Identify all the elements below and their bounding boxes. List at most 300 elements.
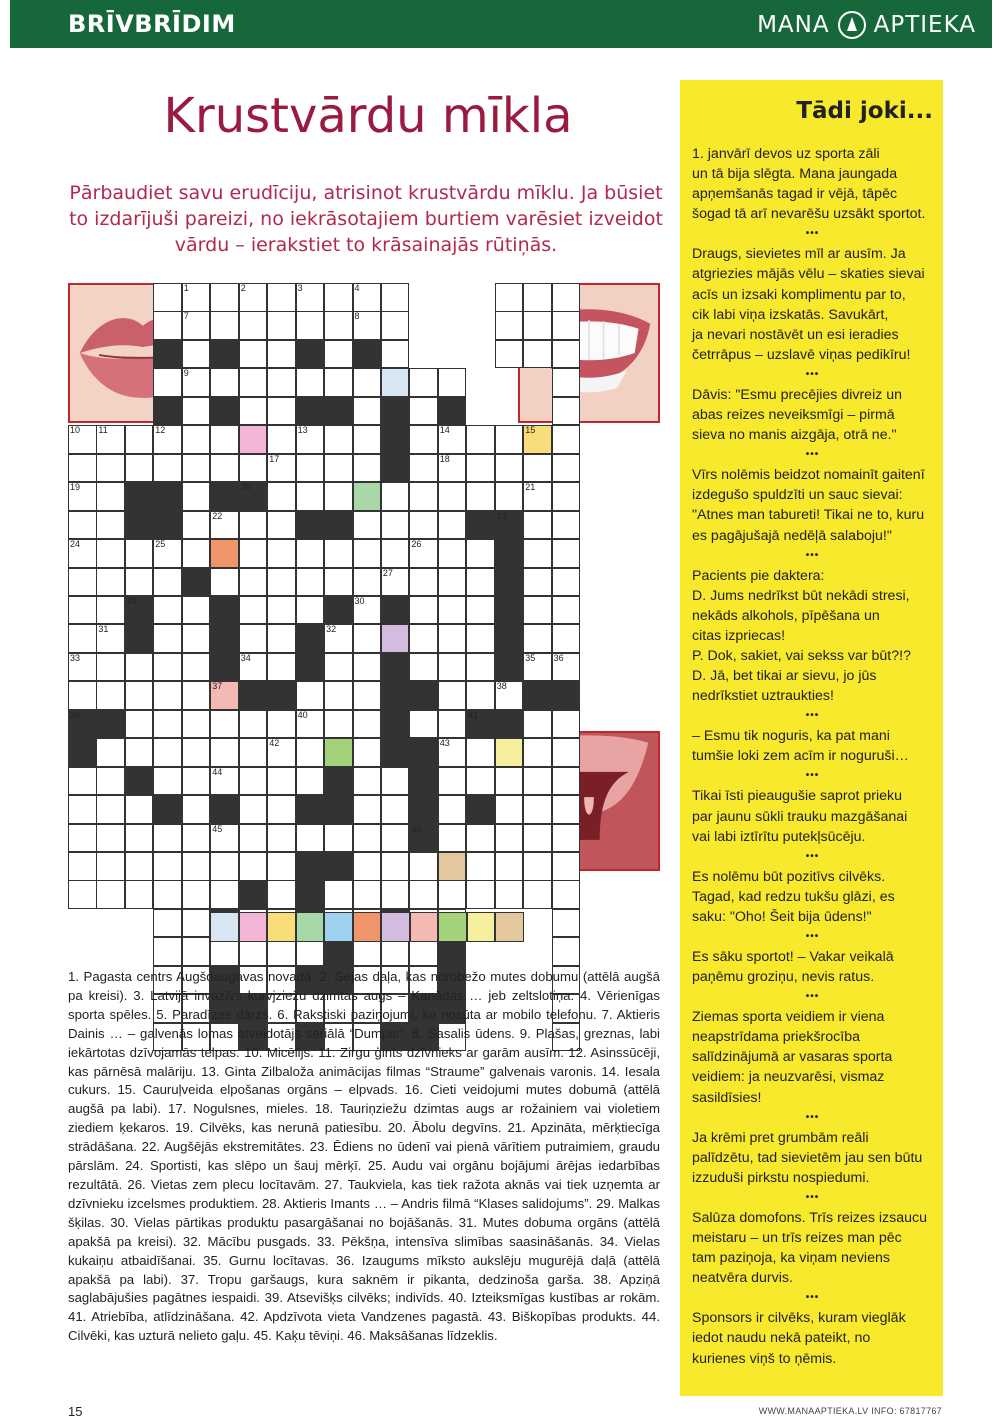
grid-cell[interactable] xyxy=(239,710,268,739)
grid-cell[interactable] xyxy=(438,454,467,483)
grid-cell[interactable] xyxy=(523,710,552,739)
grid-cell[interactable] xyxy=(153,880,182,909)
grid-cell[interactable] xyxy=(239,311,268,340)
grid-cell[interactable] xyxy=(153,681,182,710)
grid-cell[interactable] xyxy=(68,767,97,796)
grid-cell[interactable] xyxy=(267,824,296,853)
grid-cell[interactable] xyxy=(267,454,296,483)
grid-cell[interactable] xyxy=(296,738,325,767)
grid-cell[interactable] xyxy=(296,283,325,312)
grid-cell[interactable] xyxy=(267,653,296,682)
grid-cell[interactable] xyxy=(68,795,97,824)
grid-cell[interactable] xyxy=(182,880,211,909)
grid-cell[interactable] xyxy=(523,824,552,853)
grid-cell[interactable] xyxy=(182,624,211,653)
grid-cell[interactable] xyxy=(210,425,239,454)
grid-cell[interactable] xyxy=(267,624,296,653)
grid-cell[interactable] xyxy=(552,311,581,340)
grid-cell[interactable] xyxy=(466,596,495,625)
grid-cell[interactable] xyxy=(523,624,552,653)
answer-letter-box[interactable] xyxy=(467,912,496,942)
grid-cell[interactable] xyxy=(495,767,524,796)
grid-cell[interactable] xyxy=(552,852,581,881)
grid-cell[interactable] xyxy=(153,454,182,483)
grid-cell[interactable] xyxy=(438,681,467,710)
grid-cell[interactable] xyxy=(68,454,97,483)
grid-cell[interactable] xyxy=(438,482,467,511)
grid-cell[interactable] xyxy=(552,368,581,397)
grid-cell[interactable] xyxy=(353,368,382,397)
grid-cell[interactable] xyxy=(267,311,296,340)
grid-cell[interactable] xyxy=(68,482,97,511)
grid-cell[interactable] xyxy=(324,653,353,682)
grid-cell[interactable] xyxy=(96,425,125,454)
grid-cell[interactable] xyxy=(552,795,581,824)
grid-cell[interactable] xyxy=(324,283,353,312)
grid-cell[interactable] xyxy=(466,738,495,767)
grid-cell[interactable] xyxy=(96,539,125,568)
grid-cell[interactable] xyxy=(125,425,154,454)
grid-cell[interactable] xyxy=(409,482,438,511)
grid-cell[interactable] xyxy=(153,539,182,568)
grid-cell[interactable] xyxy=(68,539,97,568)
grid-cell[interactable] xyxy=(239,795,268,824)
grid-cell[interactable] xyxy=(267,710,296,739)
grid-cell[interactable] xyxy=(324,681,353,710)
answer-letter-box[interactable] xyxy=(353,912,382,942)
grid-cell[interactable] xyxy=(438,511,467,540)
grid-cell[interactable] xyxy=(182,454,211,483)
grid-cell[interactable] xyxy=(267,596,296,625)
grid-cell[interactable] xyxy=(239,511,268,540)
grid-cell[interactable] xyxy=(267,368,296,397)
grid-cell[interactable] xyxy=(353,852,382,881)
grid-cell[interactable] xyxy=(324,340,353,369)
grid-cell[interactable] xyxy=(466,425,495,454)
grid-cell[interactable] xyxy=(267,397,296,426)
grid-cell[interactable] xyxy=(125,710,154,739)
brand-logo[interactable] xyxy=(757,11,976,39)
grid-cell[interactable] xyxy=(182,795,211,824)
grid-cell[interactable] xyxy=(182,710,211,739)
grid-cell[interactable] xyxy=(552,937,581,966)
grid-cell[interactable] xyxy=(466,681,495,710)
grid-cell[interactable] xyxy=(96,624,125,653)
grid-cell[interactable] xyxy=(353,454,382,483)
grid-cell[interactable] xyxy=(296,368,325,397)
grid-cell[interactable] xyxy=(552,511,581,540)
grid-cell[interactable] xyxy=(381,340,410,369)
grid-cell[interactable] xyxy=(552,568,581,597)
grid-cell[interactable] xyxy=(267,852,296,881)
grid-cell[interactable] xyxy=(495,824,524,853)
grid-cell[interactable] xyxy=(296,425,325,454)
grid-cell[interactable] xyxy=(182,767,211,796)
grid-cell[interactable] xyxy=(296,824,325,853)
grid-cell[interactable] xyxy=(466,568,495,597)
grid-cell[interactable] xyxy=(353,397,382,426)
grid-cell[interactable] xyxy=(210,880,239,909)
answer-word-boxes[interactable] xyxy=(210,912,524,942)
grid-cell[interactable] xyxy=(353,596,382,625)
grid-cell[interactable] xyxy=(552,397,581,426)
grid-cell[interactable] xyxy=(495,880,524,909)
grid-cell[interactable] xyxy=(353,568,382,597)
grid-cell[interactable] xyxy=(381,511,410,540)
grid-cell[interactable] xyxy=(552,596,581,625)
grid-cell[interactable] xyxy=(466,767,495,796)
grid-cell[interactable] xyxy=(552,425,581,454)
grid-cell[interactable] xyxy=(239,824,268,853)
grid-cell[interactable] xyxy=(182,340,211,369)
grid-cell[interactable] xyxy=(296,596,325,625)
answer-letter-box[interactable] xyxy=(239,912,268,942)
grid-cell[interactable] xyxy=(353,824,382,853)
grid-cell[interactable] xyxy=(381,311,410,340)
grid-cell[interactable] xyxy=(409,596,438,625)
grid-cell[interactable] xyxy=(523,283,552,312)
grid-cell[interactable] xyxy=(210,368,239,397)
grid-cell[interactable] xyxy=(239,624,268,653)
grid-cell[interactable] xyxy=(153,596,182,625)
grid-cell[interactable] xyxy=(466,852,495,881)
grid-cell[interactable] xyxy=(210,824,239,853)
grid-cell[interactable] xyxy=(324,454,353,483)
grid-cell-highlighted[interactable] xyxy=(438,852,467,881)
answer-letter-box[interactable] xyxy=(495,912,524,942)
grid-cell[interactable] xyxy=(552,283,581,312)
grid-cell[interactable] xyxy=(267,539,296,568)
grid-cell[interactable] xyxy=(153,710,182,739)
grid-cell[interactable] xyxy=(210,511,239,540)
grid-cell[interactable] xyxy=(495,283,524,312)
grid-cell[interactable] xyxy=(353,767,382,796)
grid-cell[interactable] xyxy=(324,539,353,568)
grid-cell[interactable] xyxy=(210,568,239,597)
grid-cell[interactable] xyxy=(523,880,552,909)
grid-cell[interactable] xyxy=(353,539,382,568)
grid-cell[interactable] xyxy=(552,824,581,853)
grid-cell[interactable] xyxy=(438,568,467,597)
grid-cell[interactable] xyxy=(153,425,182,454)
grid-cell[interactable] xyxy=(353,710,382,739)
grid-cell[interactable] xyxy=(68,511,97,540)
grid-cell[interactable] xyxy=(466,624,495,653)
grid-cell[interactable] xyxy=(353,880,382,909)
grid-cell[interactable] xyxy=(409,397,438,426)
grid-cell[interactable] xyxy=(153,824,182,853)
grid-cell[interactable] xyxy=(182,681,211,710)
grid-cell[interactable] xyxy=(495,454,524,483)
grid-cell[interactable] xyxy=(68,824,97,853)
grid-cell[interactable] xyxy=(409,880,438,909)
grid-cell[interactable] xyxy=(210,738,239,767)
grid-cell[interactable] xyxy=(353,311,382,340)
grid-cell[interactable] xyxy=(182,425,211,454)
grid-cell[interactable] xyxy=(523,340,552,369)
grid-cell[interactable] xyxy=(466,880,495,909)
grid-cell[interactable] xyxy=(182,596,211,625)
grid-cell[interactable] xyxy=(381,283,410,312)
grid-cell[interactable] xyxy=(523,454,552,483)
grid-cell[interactable] xyxy=(353,653,382,682)
grid-cell[interactable] xyxy=(324,311,353,340)
grid-cell[interactable] xyxy=(182,909,211,938)
grid-cell[interactable] xyxy=(296,767,325,796)
grid-cell[interactable] xyxy=(153,568,182,597)
grid-cell[interactable] xyxy=(153,852,182,881)
grid-cell[interactable] xyxy=(96,795,125,824)
grid-cell[interactable] xyxy=(495,311,524,340)
grid-cell[interactable] xyxy=(409,454,438,483)
grid-cell[interactable] xyxy=(153,767,182,796)
grid-cell[interactable] xyxy=(125,795,154,824)
grid-cell[interactable] xyxy=(125,568,154,597)
grid-cell[interactable] xyxy=(523,539,552,568)
grid-cell[interactable] xyxy=(324,880,353,909)
grid-cell[interactable] xyxy=(68,568,97,597)
grid-cell[interactable] xyxy=(552,710,581,739)
grid-cell[interactable] xyxy=(438,767,467,796)
grid-cell[interactable] xyxy=(296,454,325,483)
grid-cell[interactable] xyxy=(182,937,211,966)
grid-cell[interactable] xyxy=(296,568,325,597)
grid-cell[interactable] xyxy=(552,539,581,568)
grid-cell[interactable] xyxy=(552,653,581,682)
grid-cell[interactable] xyxy=(466,824,495,853)
answer-letter-box[interactable] xyxy=(210,912,239,942)
grid-cell[interactable] xyxy=(438,710,467,739)
grid-cell[interactable] xyxy=(182,311,211,340)
grid-cell[interactable] xyxy=(153,653,182,682)
grid-cell[interactable] xyxy=(409,511,438,540)
grid-cell[interactable] xyxy=(523,511,552,540)
grid-cell[interactable] xyxy=(381,795,410,824)
grid-cell[interactable] xyxy=(324,710,353,739)
grid-cell[interactable] xyxy=(353,511,382,540)
grid-cell[interactable] xyxy=(523,767,552,796)
grid-cell[interactable] xyxy=(153,368,182,397)
grid-cell[interactable] xyxy=(182,852,211,881)
grid-cell[interactable] xyxy=(182,824,211,853)
footer-url[interactable]: WWW.MANAAPTIEKA.LV INFO: 67817767 xyxy=(758,1406,942,1416)
grid-cell[interactable] xyxy=(523,653,552,682)
grid-cell[interactable] xyxy=(552,738,581,767)
grid-cell[interactable] xyxy=(153,937,182,966)
grid-cell-highlighted[interactable] xyxy=(381,368,410,397)
grid-cell[interactable] xyxy=(523,311,552,340)
grid-cell[interactable] xyxy=(409,624,438,653)
grid-cell[interactable] xyxy=(125,880,154,909)
grid-cell[interactable] xyxy=(210,283,239,312)
grid-cell[interactable] xyxy=(495,482,524,511)
grid-cell[interactable] xyxy=(182,511,211,540)
grid-cell[interactable] xyxy=(523,852,552,881)
grid-cell[interactable] xyxy=(438,596,467,625)
grid-cell[interactable] xyxy=(409,425,438,454)
grid-cell[interactable] xyxy=(438,880,467,909)
grid-cell[interactable] xyxy=(267,340,296,369)
grid-cell[interactable] xyxy=(153,738,182,767)
grid-cell[interactable] xyxy=(466,653,495,682)
answer-letter-box[interactable] xyxy=(438,912,467,942)
grid-cell-highlighted[interactable] xyxy=(210,539,239,568)
grid-cell-highlighted[interactable] xyxy=(324,738,353,767)
grid-cell[interactable] xyxy=(552,454,581,483)
grid-cell[interactable] xyxy=(438,795,467,824)
grid-cell[interactable] xyxy=(409,568,438,597)
grid-cell[interactable] xyxy=(523,738,552,767)
grid-cell[interactable] xyxy=(96,738,125,767)
grid-cell[interactable] xyxy=(182,738,211,767)
grid-cell[interactable] xyxy=(324,568,353,597)
crossword-grid[interactable] xyxy=(68,283,660,875)
grid-cell[interactable] xyxy=(438,824,467,853)
grid-cell[interactable] xyxy=(96,568,125,597)
grid-cell[interactable] xyxy=(495,340,524,369)
grid-cell[interactable] xyxy=(495,795,524,824)
grid-cell[interactable] xyxy=(125,824,154,853)
answer-letter-box[interactable] xyxy=(410,912,439,942)
grid-cell[interactable] xyxy=(466,539,495,568)
grid-cell[interactable] xyxy=(466,454,495,483)
grid-cell[interactable] xyxy=(239,852,268,881)
grid-cell[interactable] xyxy=(68,852,97,881)
grid-cell[interactable] xyxy=(239,539,268,568)
grid-cell[interactable] xyxy=(96,880,125,909)
grid-cell[interactable] xyxy=(267,568,296,597)
grid-cell[interactable] xyxy=(267,425,296,454)
answer-letter-box[interactable] xyxy=(296,912,325,942)
answer-letter-box[interactable] xyxy=(324,912,353,942)
grid-cell[interactable] xyxy=(296,681,325,710)
grid-cell[interactable] xyxy=(552,909,581,938)
grid-cell[interactable] xyxy=(324,368,353,397)
grid-cell[interactable] xyxy=(153,624,182,653)
grid-cell[interactable] xyxy=(552,340,581,369)
grid-cell[interactable] xyxy=(523,596,552,625)
grid-cell[interactable] xyxy=(296,311,325,340)
grid-cell[interactable] xyxy=(125,681,154,710)
grid-cell[interactable] xyxy=(438,653,467,682)
grid-cell-highlighted[interactable] xyxy=(353,482,382,511)
grid-cell[interactable] xyxy=(466,482,495,511)
grid-cell[interactable] xyxy=(409,368,438,397)
grid-cell[interactable] xyxy=(353,624,382,653)
grid-cell[interactable] xyxy=(182,283,211,312)
grid-cell[interactable] xyxy=(125,454,154,483)
grid-cell[interactable] xyxy=(210,311,239,340)
grid-cell[interactable] xyxy=(353,738,382,767)
grid-cell[interactable] xyxy=(296,539,325,568)
grid-cell[interactable] xyxy=(96,653,125,682)
grid-cell[interactable] xyxy=(239,368,268,397)
grid-cell[interactable] xyxy=(381,482,410,511)
grid-cell[interactable] xyxy=(96,681,125,710)
grid-cell[interactable] xyxy=(96,511,125,540)
grid-cell[interactable] xyxy=(523,795,552,824)
grid-cell[interactable] xyxy=(239,397,268,426)
grid-cell[interactable] xyxy=(495,425,524,454)
grid-cell[interactable] xyxy=(552,624,581,653)
grid-cell[interactable] xyxy=(153,311,182,340)
grid-cell[interactable] xyxy=(381,568,410,597)
grid-cell[interactable] xyxy=(125,539,154,568)
grid-cell[interactable] xyxy=(409,539,438,568)
grid-cell[interactable] xyxy=(495,681,524,710)
grid-cell[interactable] xyxy=(267,880,296,909)
grid-cell[interactable] xyxy=(239,596,268,625)
grid-cell[interactable] xyxy=(125,852,154,881)
grid-cell-highlighted[interactable] xyxy=(239,425,268,454)
grid-cell[interactable] xyxy=(96,482,125,511)
grid-cell[interactable] xyxy=(182,653,211,682)
grid-cell[interactable] xyxy=(495,852,524,881)
grid-cell[interactable] xyxy=(438,624,467,653)
grid-cell[interactable] xyxy=(552,880,581,909)
grid-cell[interactable] xyxy=(96,596,125,625)
grid-cell[interactable] xyxy=(409,653,438,682)
grid-cell[interactable] xyxy=(239,767,268,796)
grid-cell[interactable] xyxy=(296,482,325,511)
grid-cell[interactable] xyxy=(68,624,97,653)
grid-cell[interactable] xyxy=(353,425,382,454)
grid-cell[interactable] xyxy=(409,852,438,881)
grid-cell[interactable] xyxy=(239,340,268,369)
grid-cell[interactable] xyxy=(324,624,353,653)
grid-cell[interactable] xyxy=(153,283,182,312)
grid-cell[interactable] xyxy=(438,368,467,397)
grid-cell[interactable] xyxy=(153,909,182,938)
grid-cell[interactable] xyxy=(125,653,154,682)
grid-cell[interactable] xyxy=(438,425,467,454)
grid-cell[interactable] xyxy=(68,653,97,682)
grid-cell[interactable] xyxy=(381,880,410,909)
grid-cell[interactable] xyxy=(68,681,97,710)
grid-cell[interactable] xyxy=(68,880,97,909)
grid-cell[interactable] xyxy=(267,738,296,767)
grid-cell[interactable] xyxy=(96,824,125,853)
grid-cell[interactable] xyxy=(353,681,382,710)
grid-cell[interactable] xyxy=(96,767,125,796)
grid-cell[interactable] xyxy=(353,795,382,824)
grid-cell[interactable] xyxy=(324,824,353,853)
grid-cell[interactable] xyxy=(552,767,581,796)
grid-cell[interactable] xyxy=(239,283,268,312)
grid-cell[interactable] xyxy=(324,425,353,454)
grid-cell[interactable] xyxy=(438,738,467,767)
grid-cell[interactable] xyxy=(210,852,239,881)
grid-cell-highlighted[interactable] xyxy=(210,681,239,710)
grid-cell[interactable] xyxy=(68,425,97,454)
grid-cell[interactable] xyxy=(552,482,581,511)
grid-cell[interactable] xyxy=(239,568,268,597)
grid-cell[interactable] xyxy=(296,710,325,739)
answer-letter-box[interactable] xyxy=(267,912,296,942)
grid-cell[interactable] xyxy=(96,454,125,483)
grid-cell[interactable] xyxy=(182,539,211,568)
grid-cell[interactable] xyxy=(523,568,552,597)
grid-cell[interactable] xyxy=(267,767,296,796)
grid-cell[interactable] xyxy=(239,454,268,483)
grid-cell[interactable] xyxy=(267,511,296,540)
answer-letter-box[interactable] xyxy=(381,912,410,942)
grid-cell[interactable] xyxy=(438,539,467,568)
grid-cell[interactable] xyxy=(381,824,410,853)
grid-cell[interactable] xyxy=(381,539,410,568)
grid-cell[interactable] xyxy=(381,767,410,796)
grid-cell[interactable] xyxy=(182,482,211,511)
